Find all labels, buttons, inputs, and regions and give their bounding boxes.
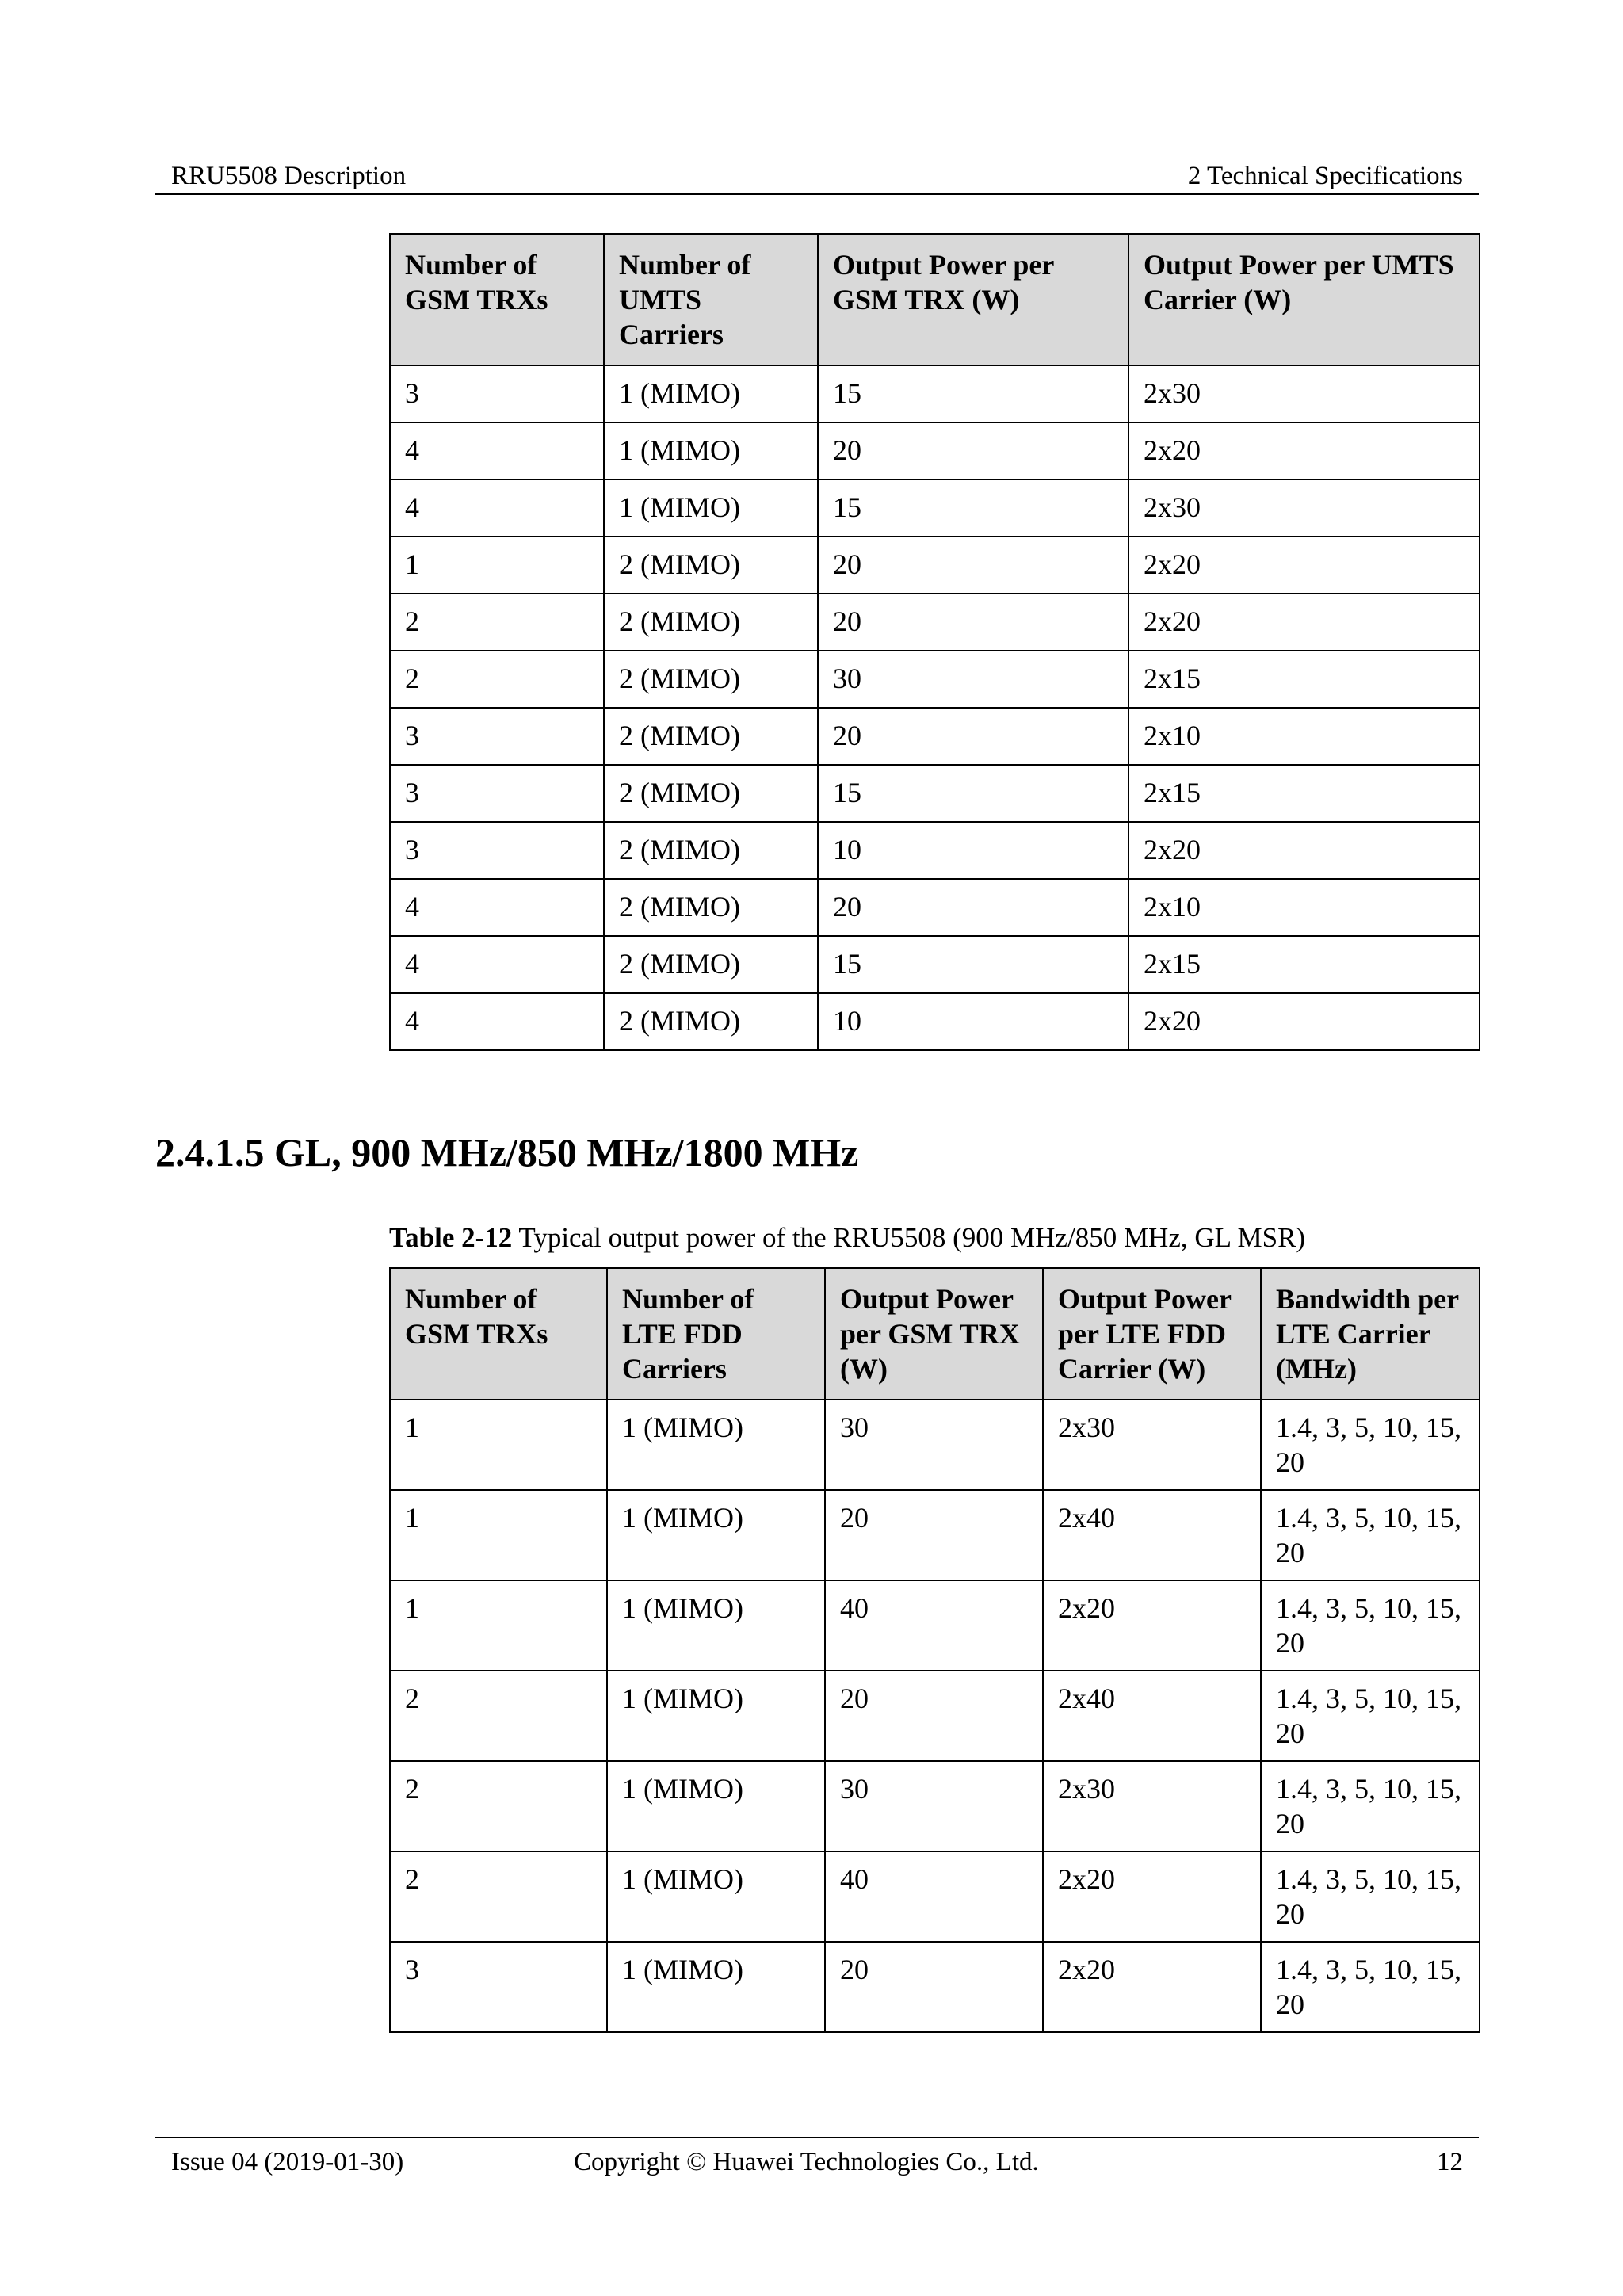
table-cell: 2x30 [1043, 1761, 1261, 1851]
table-cell: 1 (MIMO) [604, 365, 818, 422]
table-cell: 2x30 [1128, 365, 1480, 422]
table-cell: 4 [390, 993, 604, 1050]
table-row [390, 1761, 1480, 1851]
table-cell: 2 [390, 1671, 607, 1761]
table-cell: 40 [825, 1580, 1043, 1671]
table-cell: 20 [818, 879, 1128, 936]
table-cell: 2 (MIMO) [604, 765, 818, 822]
table-row [390, 879, 1480, 936]
table-cell: 15 [818, 936, 1128, 993]
table-cell: 1.4, 3, 5, 10, 15, 20 [1261, 1851, 1480, 1942]
table-row [390, 708, 1480, 765]
table-cell: 10 [818, 822, 1128, 879]
table-cell: 2 [390, 651, 604, 708]
table-cell: 2x20 [1043, 1580, 1261, 1671]
table-cell: 2x30 [1128, 479, 1480, 537]
table-cell: 2x40 [1043, 1671, 1261, 1761]
table-row [390, 422, 1480, 479]
table-cell: 3 [390, 822, 604, 879]
table-cell: 3 [390, 365, 604, 422]
table-row [390, 1400, 1480, 1490]
output-power-table-gl [389, 1267, 1480, 2033]
table-cell: 20 [825, 1942, 1043, 2032]
table-cell: 2x20 [1128, 993, 1480, 1050]
table-cell: 1 (MIMO) [604, 479, 818, 537]
table-cell: 1.4, 3, 5, 10, 15, 20 [1261, 1490, 1480, 1580]
table-cell: 2 (MIMO) [604, 651, 818, 708]
table-cell: 4 [390, 879, 604, 936]
table-cell: 2 (MIMO) [604, 879, 818, 936]
table-cell: 1 (MIMO) [607, 1671, 825, 1761]
table-cell: 2x15 [1128, 936, 1480, 993]
table-header-cell: Number of GSM TRXs [390, 234, 604, 365]
header-document-title: RRU5508 Description [171, 162, 407, 190]
table-cell: 2 (MIMO) [604, 936, 818, 993]
table-cell: 2x20 [1128, 594, 1480, 651]
table-row [390, 1851, 1480, 1942]
table-cell: 4 [390, 936, 604, 993]
table-row [390, 594, 1480, 651]
table-header-cell: Output Power per GSM TRX (W) [818, 234, 1128, 365]
table-cell: 20 [818, 594, 1128, 651]
table-cell: 2x10 [1128, 879, 1480, 936]
table-row [390, 1490, 1480, 1580]
table-caption-text: Typical output power of the RRU5508 (900 MHz/850 MHz, GL MSR) [512, 1222, 1306, 1253]
table-header-row [390, 234, 1480, 365]
table-row [390, 822, 1480, 879]
table-cell: 15 [818, 479, 1128, 537]
footer-issue: Issue 04 (2019-01-30) [171, 2148, 404, 2176]
table-row [390, 765, 1480, 822]
table-cell: 30 [825, 1400, 1043, 1490]
table-row [390, 651, 1480, 708]
table-cell: 1 [390, 1400, 607, 1490]
table-cell: 1 (MIMO) [607, 1400, 825, 1490]
table-header-row [390, 1268, 1480, 1400]
page-header [155, 159, 1479, 195]
table-cell: 20 [825, 1671, 1043, 1761]
table-cell: 1 [390, 1580, 607, 1671]
table-row [390, 479, 1480, 537]
table-row [390, 1942, 1480, 2032]
table-cell: 2 (MIMO) [604, 537, 818, 594]
table-cell: 2x30 [1043, 1400, 1261, 1490]
table-row [390, 1580, 1480, 1671]
table-cell: 2x10 [1128, 708, 1480, 765]
table-cell: 1 (MIMO) [607, 1580, 825, 1671]
output-power-table-gu [389, 233, 1480, 1051]
table-row [390, 993, 1480, 1050]
table-cell: 2x15 [1128, 651, 1480, 708]
table-cell: 4 [390, 479, 604, 537]
table-cell: 1.4, 3, 5, 10, 15, 20 [1261, 1580, 1480, 1671]
table-cell: 3 [390, 708, 604, 765]
table-cell: 1.4, 3, 5, 10, 15, 20 [1261, 1400, 1480, 1490]
table-caption-label: Table 2-12 [389, 1222, 513, 1253]
section-title: 2.4.1.5 GL, 900 MHz/850 MHz/1800 MHz [155, 1130, 859, 1175]
header-chapter-title: 2 Technical Specifications [1187, 162, 1463, 190]
table-cell: 2x20 [1128, 422, 1480, 479]
footer-page-number: 12 [1437, 2148, 1463, 2176]
table-cell: 1 [390, 537, 604, 594]
table-cell: 2x20 [1128, 822, 1480, 879]
footer-copyright: Copyright © Huawei Technologies Co., Ltd. [574, 2148, 1039, 2176]
table-cell: 2 [390, 1761, 607, 1851]
table-cell: 2 (MIMO) [604, 993, 818, 1050]
table-cell: 20 [818, 537, 1128, 594]
table-cell: 3 [390, 1942, 607, 2032]
table-cell: 2 (MIMO) [604, 822, 818, 879]
table-cell: 1 [390, 1490, 607, 1580]
table-cell: 2x40 [1043, 1490, 1261, 1580]
table-cell: 1 (MIMO) [607, 1942, 825, 2032]
table-cell: 10 [818, 993, 1128, 1050]
table-row [390, 537, 1480, 594]
table-cell: 30 [825, 1761, 1043, 1851]
table-cell: 2x20 [1043, 1942, 1261, 2032]
table-cell: 40 [825, 1851, 1043, 1942]
table-cell: 1.4, 3, 5, 10, 15, 20 [1261, 1671, 1480, 1761]
table-cell: 1 (MIMO) [604, 422, 818, 479]
page-footer [155, 2137, 1479, 2186]
table-cell: 30 [818, 651, 1128, 708]
table-header-cell: Output Power per GSM TRX (W) [825, 1268, 1043, 1400]
table-cell: 2x20 [1043, 1851, 1261, 1942]
table-header-cell: Output Power per UMTS Carrier (W) [1128, 234, 1480, 365]
table-cell: 15 [818, 365, 1128, 422]
table-row [390, 936, 1480, 993]
table-cell: 1.4, 3, 5, 10, 15, 20 [1261, 1942, 1480, 2032]
table-cell: 20 [825, 1490, 1043, 1580]
table-header-cell: Bandwidth per LTE Carrier (MHz) [1261, 1268, 1480, 1400]
table-cell: 1 (MIMO) [607, 1761, 825, 1851]
table-header-cell: Output Power per LTE FDD Carrier (W) [1043, 1268, 1261, 1400]
table-cell: 1 (MIMO) [607, 1490, 825, 1580]
table-cell: 2 [390, 594, 604, 651]
table-cell: 2 (MIMO) [604, 594, 818, 651]
table-row [390, 365, 1480, 422]
table-row [390, 1671, 1480, 1761]
table-caption [389, 1221, 1305, 1255]
table-cell: 4 [390, 422, 604, 479]
table-cell: 2 (MIMO) [604, 708, 818, 765]
table-cell: 2x15 [1128, 765, 1480, 822]
table-cell: 20 [818, 708, 1128, 765]
table-cell: 3 [390, 765, 604, 822]
table-cell: 1 (MIMO) [607, 1851, 825, 1942]
table-cell: 15 [818, 765, 1128, 822]
table-cell: 2x20 [1128, 537, 1480, 594]
table-cell: 20 [818, 422, 1128, 479]
table-cell: 2 [390, 1851, 607, 1942]
table-cell: 1.4, 3, 5, 10, 15, 20 [1261, 1761, 1480, 1851]
table-header-cell: Number of GSM TRXs [390, 1268, 607, 1400]
table-header-cell: Number of UMTS Carriers [604, 234, 818, 365]
table-header-cell: Number of LTE FDD Carriers [607, 1268, 825, 1400]
